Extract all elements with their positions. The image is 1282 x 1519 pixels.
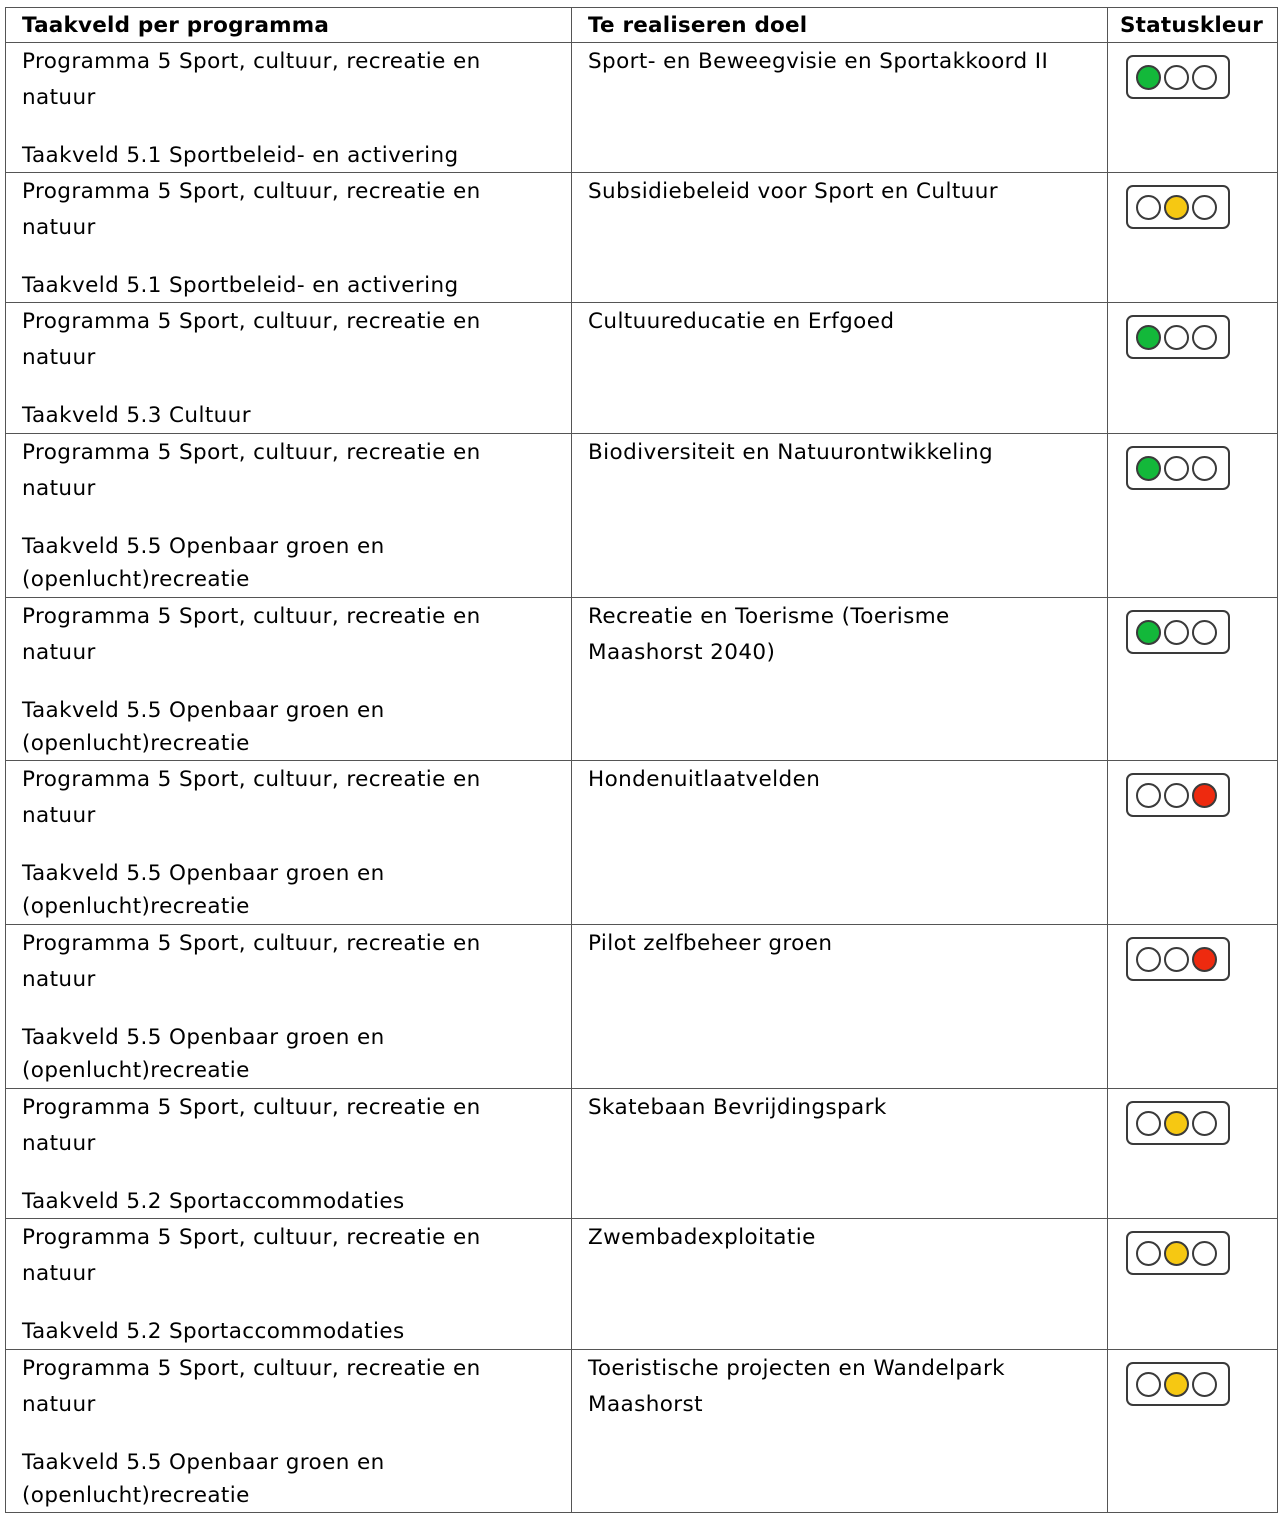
table-row xyxy=(6,43,1278,173)
cell-doel xyxy=(572,303,1108,434)
programma-line-1: Programma 5 Sport, cultuur, recreatie en xyxy=(22,440,481,465)
header-taakveld: Taakveld per programma xyxy=(6,8,572,43)
programma-line-2: natuur xyxy=(22,215,96,240)
cell-taakveld xyxy=(6,1219,572,1350)
doel-line-1: Sport- en Beweegvisie en Sportakkoord II xyxy=(588,49,1049,74)
programma-line-1: Programma 5 Sport, cultuur, recreatie en xyxy=(22,767,481,792)
taakveld-line-2: (openlucht)recreatie xyxy=(22,567,250,592)
cell-statuskleur xyxy=(1108,303,1278,434)
cell-taakveld xyxy=(6,173,572,303)
lamp-green-icon xyxy=(1136,783,1161,808)
lamp-green-icon xyxy=(1136,456,1161,481)
programma-line-1: Programma 5 Sport, cultuur, recreatie en xyxy=(22,604,481,629)
lamp-yellow-icon xyxy=(1164,947,1189,972)
programma-line-1: Programma 5 Sport, cultuur, recreatie en xyxy=(22,1356,481,1381)
taakveld-line-1: Taakveld 5.1 Sportbeleid- en activering xyxy=(22,273,459,298)
programma-line-1: Programma 5 Sport, cultuur, recreatie en xyxy=(22,309,481,334)
doel-line-1: Skatebaan Bevrijdingspark xyxy=(588,1095,887,1120)
lamp-red-icon xyxy=(1192,65,1217,90)
cell-taakveld xyxy=(6,761,572,925)
lamp-red-icon xyxy=(1192,325,1217,350)
table-row xyxy=(6,598,1278,761)
status-table xyxy=(5,7,1278,1513)
cell-taakveld xyxy=(6,43,572,173)
programma-line-1: Programma 5 Sport, cultuur, recreatie en xyxy=(22,1095,481,1120)
cell-statuskleur xyxy=(1108,925,1278,1089)
lamp-yellow-icon xyxy=(1164,620,1189,645)
cell-doel xyxy=(572,434,1108,598)
taakveld-line-2: (openlucht)recreatie xyxy=(22,1058,250,1083)
lamp-green-icon xyxy=(1136,947,1161,972)
cell-statuskleur xyxy=(1108,1219,1278,1350)
programma-line-2: natuur xyxy=(22,967,96,992)
taakveld-line-1: Taakveld 5.5 Openbaar groen en xyxy=(22,698,385,723)
cell-doel xyxy=(572,1089,1108,1219)
cell-gap xyxy=(22,834,571,857)
lamp-green-icon xyxy=(1136,1111,1161,1136)
lamp-red-icon xyxy=(1192,1372,1217,1397)
table-row xyxy=(6,1089,1278,1219)
lamp-yellow-icon xyxy=(1164,1111,1189,1136)
cell-statuskleur xyxy=(1108,598,1278,761)
table-row xyxy=(6,173,1278,303)
programma-line-2: natuur xyxy=(22,1261,96,1286)
cell-gap xyxy=(22,116,571,139)
cell-taakveld xyxy=(6,434,572,598)
traffic-light-icon xyxy=(1126,610,1230,654)
programma-line-1: Programma 5 Sport, cultuur, recreatie en xyxy=(22,931,481,956)
cell-taakveld xyxy=(6,1350,572,1513)
lamp-yellow-icon xyxy=(1164,1372,1189,1397)
taakveld-line-1: Taakveld 5.1 Sportbeleid- en activering xyxy=(22,143,459,168)
lamp-red-icon xyxy=(1192,1241,1217,1266)
lamp-green-icon xyxy=(1136,1241,1161,1266)
lamp-yellow-icon xyxy=(1164,1241,1189,1266)
traffic-light-icon xyxy=(1126,185,1230,229)
lamp-red-icon xyxy=(1192,1111,1217,1136)
lamp-red-icon xyxy=(1192,195,1217,220)
cell-statuskleur xyxy=(1108,173,1278,303)
traffic-light-icon xyxy=(1126,315,1230,359)
cell-doel xyxy=(572,43,1108,173)
doel-line-2: Maashorst 2040) xyxy=(588,640,776,665)
lamp-green-icon xyxy=(1136,65,1161,90)
cell-statuskleur xyxy=(1108,434,1278,598)
cell-gap xyxy=(22,671,571,694)
table-row xyxy=(6,303,1278,434)
programma-line-2: natuur xyxy=(22,345,96,370)
cell-taakveld xyxy=(6,925,572,1089)
doel-line-1: Hondenuitlaatvelden xyxy=(588,767,821,792)
programma-line-2: natuur xyxy=(22,476,96,501)
cell-statuskleur xyxy=(1108,761,1278,925)
table-header-row xyxy=(6,8,1278,43)
cell-taakveld xyxy=(6,598,572,761)
traffic-light-icon xyxy=(1126,1231,1230,1275)
cell-gap xyxy=(22,246,571,269)
programma-line-1: Programma 5 Sport, cultuur, recreatie en xyxy=(22,49,481,74)
programma-line-2: natuur xyxy=(22,1131,96,1156)
header-doel: Te realiseren doel xyxy=(572,8,1108,43)
cell-gap xyxy=(22,507,571,530)
doel-line-1: Cultuureducatie en Erfgoed xyxy=(588,309,895,334)
table-row xyxy=(6,1219,1278,1350)
programma-line-2: natuur xyxy=(22,85,96,110)
lamp-red-icon xyxy=(1192,456,1217,481)
traffic-light-icon xyxy=(1126,55,1230,99)
programma-line-2: natuur xyxy=(22,1392,96,1417)
programma-line-1: Programma 5 Sport, cultuur, recreatie en xyxy=(22,1225,481,1250)
traffic-light-icon xyxy=(1126,1101,1230,1145)
cell-doel xyxy=(572,761,1108,925)
taakveld-line-1: Taakveld 5.5 Openbaar groen en xyxy=(22,1450,385,1475)
programma-line-1: Programma 5 Sport, cultuur, recreatie en xyxy=(22,179,481,204)
doel-line-1: Zwembadexploitatie xyxy=(588,1225,816,1250)
doel-line-2: Maashorst xyxy=(588,1392,703,1417)
table-row xyxy=(6,761,1278,925)
lamp-green-icon xyxy=(1136,325,1161,350)
cell-gap xyxy=(22,1162,571,1185)
taakveld-line-1: Taakveld 5.2 Sportaccommodaties xyxy=(22,1319,405,1344)
doel-line-1: Biodiversiteit en Natuurontwikkeling xyxy=(588,440,994,465)
taakveld-line-2: (openlucht)recreatie xyxy=(22,1483,250,1508)
lamp-green-icon xyxy=(1136,620,1161,645)
header-statuskleur: Statuskleur xyxy=(1108,8,1278,43)
traffic-light-icon xyxy=(1126,773,1230,817)
traffic-light-icon xyxy=(1126,446,1230,490)
cell-gap xyxy=(22,998,571,1021)
cell-doel xyxy=(572,1219,1108,1350)
cell-doel xyxy=(572,925,1108,1089)
lamp-yellow-icon xyxy=(1164,325,1189,350)
lamp-red-icon xyxy=(1192,783,1217,808)
table-row xyxy=(6,434,1278,598)
table-row xyxy=(6,925,1278,1089)
taakveld-line-2: (openlucht)recreatie xyxy=(22,894,250,919)
cell-taakveld xyxy=(6,303,572,434)
doel-line-1: Recreatie en Toerisme (Toerisme xyxy=(588,604,950,629)
table-row xyxy=(6,1350,1278,1513)
taakveld-line-1: Taakveld 5.5 Openbaar groen en xyxy=(22,1025,385,1050)
taakveld-line-1: Taakveld 5.5 Openbaar groen en xyxy=(22,534,385,559)
programma-line-2: natuur xyxy=(22,803,96,828)
lamp-green-icon xyxy=(1136,1372,1161,1397)
doel-line-1: Pilot zelfbeheer groen xyxy=(588,931,833,956)
cell-doel xyxy=(572,173,1108,303)
traffic-light-icon xyxy=(1126,937,1230,981)
cell-doel xyxy=(572,598,1108,761)
taakveld-line-1: Taakveld 5.3 Cultuur xyxy=(22,403,251,428)
lamp-yellow-icon xyxy=(1164,783,1189,808)
traffic-light-icon xyxy=(1126,1362,1230,1406)
cell-taakveld xyxy=(6,1089,572,1219)
doel-line-1: Toeristische projecten en Wandelpark xyxy=(588,1356,1006,1381)
lamp-red-icon xyxy=(1192,947,1217,972)
doel-line-1: Subsidiebeleid voor Sport en Cultuur xyxy=(588,179,998,204)
lamp-red-icon xyxy=(1192,620,1217,645)
taakveld-line-2: (openlucht)recreatie xyxy=(22,731,250,756)
lamp-green-icon xyxy=(1136,195,1161,220)
cell-statuskleur xyxy=(1108,1350,1278,1513)
lamp-yellow-icon xyxy=(1164,195,1189,220)
cell-gap xyxy=(22,1423,571,1446)
lamp-yellow-icon xyxy=(1164,65,1189,90)
taakveld-line-1: Taakveld 5.5 Openbaar groen en xyxy=(22,861,385,886)
lamp-yellow-icon xyxy=(1164,456,1189,481)
cell-gap xyxy=(22,376,571,399)
cell-statuskleur xyxy=(1108,43,1278,173)
taakveld-line-1: Taakveld 5.2 Sportaccommodaties xyxy=(22,1189,405,1214)
cell-statuskleur xyxy=(1108,1089,1278,1219)
cell-gap xyxy=(22,1292,571,1315)
table-body xyxy=(6,43,1278,1513)
cell-doel xyxy=(572,1350,1108,1513)
programma-line-2: natuur xyxy=(22,640,96,665)
